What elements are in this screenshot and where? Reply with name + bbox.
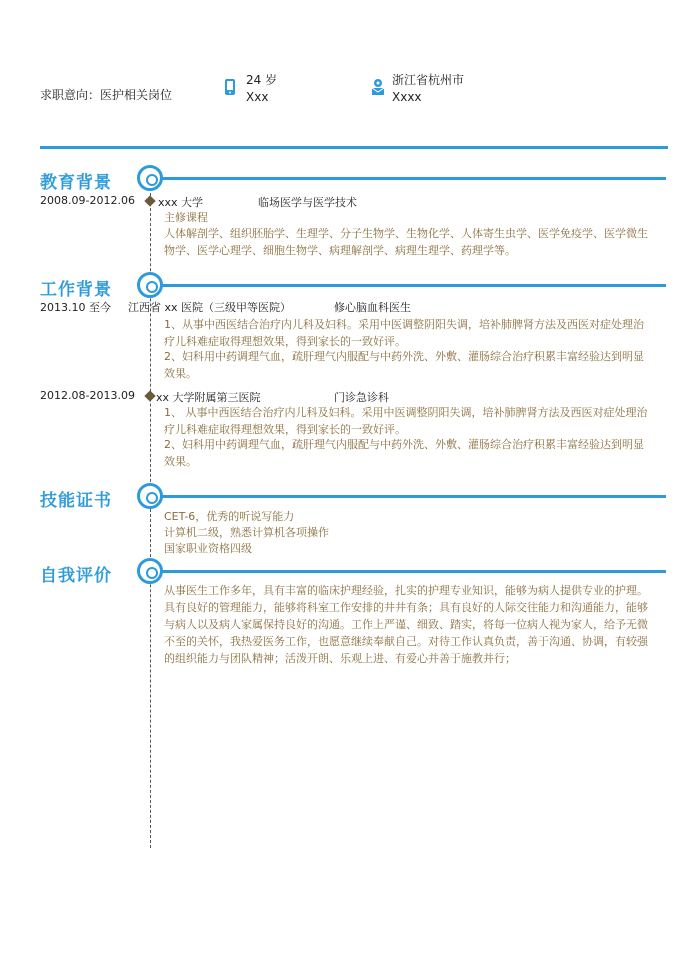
age-value: 24 岁 <box>246 73 278 87</box>
header-divider <box>40 146 668 149</box>
location-email-icon <box>370 78 386 96</box>
education-bar <box>162 177 666 180</box>
education-courses: 人体解剖学、组织胚胎学、生理学、分子生物学、生物化学、人体寄生虫学、医学免疫学、医学微生物学、医学心理学、细胞生物学、病理解剖学、病理生理学、药理学等。 <box>164 227 648 257</box>
skill-item: 计算机二级，熟悉计算机各项操作 <box>164 526 329 539</box>
work-job2-date: 2012.08-2013.09 <box>40 389 135 402</box>
skill-item: 国家职业资格四级 <box>164 542 252 555</box>
education-title: 教育背景 <box>40 173 112 193</box>
timeline-diamond <box>144 390 155 401</box>
education-school: xxx 大学 <box>158 196 204 209</box>
self-eval-text: 从事医生工作多年，具有丰富的临床护理经验，扎实的护理专业知识，能够为病人提供专业的护理。具有良好的管理能力，能够将科室工作安排的井井有条；具有良好的人际交往能力和沟通能力，能够与病人以及病人家属保持良好的沟通。工作上严谨、细致、踏实，将每一位病人视为家人，给予无微不至的关怀，我热爱医务工作，也愿意继续奉献自己。对待工作认真负责，善于沟通、协调，有较强的组织能力与团队精神；活泼开朗、乐观上进、有爱心并善于施教并行； <box>164 584 648 665</box>
work-job1-line2: 2、妇科用中药调理气血，疏肝理气内服配与中药外洗、外敷、灌肠综合治疗积累丰富经验达到明显效果。 <box>164 350 644 380</box>
self-eval-ring-icon <box>137 558 163 584</box>
job-intent: 求职意向：医护相关岗位 <box>40 88 173 102</box>
education-major: 临场医学与医学技术 <box>258 196 357 209</box>
education-ring-icon <box>137 165 163 191</box>
self-eval-bar <box>162 570 666 573</box>
work-job1-role: 修心脑血科医生 <box>334 301 411 314</box>
skill-item: CET-6，优秀的听说写能力 <box>164 510 295 523</box>
education-date: 2008.09-2012.06 <box>40 194 135 207</box>
work-job2-line1: 1、 从事中西医结合治疗内儿科及妇科。采用中医调整阴阳失调，培补肺脾肾方法及西医对症处理治疗儿科难症取得理想效果，得到家长的一致好评。 <box>164 406 648 436</box>
work-job2-role: 门诊急诊科 <box>334 391 389 404</box>
skills-bar <box>162 495 666 498</box>
work-job1-org: 江西省 xx 医院（三级甲等医院） <box>128 301 292 314</box>
timeline-diamond <box>144 195 155 206</box>
skills-ring-icon <box>137 483 163 509</box>
phone-value: Xxx <box>246 90 269 104</box>
work-title: 工作背景 <box>40 280 112 300</box>
work-job1-date: 2013.10 至今 <box>40 301 111 314</box>
location-value: 浙江省杭州市 <box>392 73 465 87</box>
work-job1-line1: 1、从事中西医结合治疗内儿科及妇科。采用中医调整阴阳失调，培补肺脾肾方法及西医对症处理治疗儿科难症取得理想效果，得到家长的一致好评。 <box>164 318 644 348</box>
email-value: Xxxx <box>392 90 422 104</box>
education-course-title: 主修课程 <box>164 211 208 224</box>
skills-title: 技能证书 <box>40 491 112 511</box>
self-eval-title: 自我评价 <box>40 566 112 586</box>
work-job2-line2: 2、妇科用中药调理气血，疏肝理气内服配与中药外洗、外敷、灌肠综合治疗积累丰富经验达到明显效果。 <box>164 438 644 468</box>
work-bar <box>162 284 666 287</box>
work-job2-org: xx 大学附属第三医院 <box>156 391 261 404</box>
work-ring-icon <box>137 272 163 298</box>
phone-icon <box>222 78 238 96</box>
